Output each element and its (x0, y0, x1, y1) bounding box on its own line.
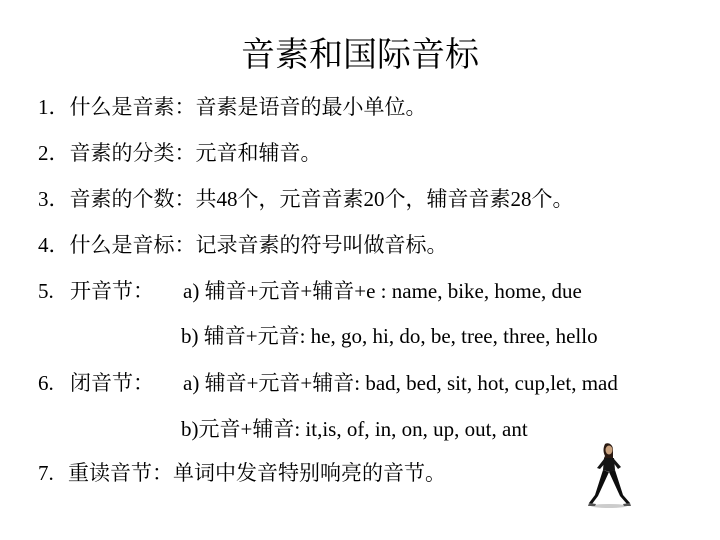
item-text: a) 辅音+元音+辅音+e : name, bike, home, due (183, 279, 582, 303)
item-text: 音素的个数：共48个，元音音素20个，辅音音素28个。 (69, 187, 574, 211)
item-label: 闭音节： (70, 371, 154, 395)
item-text: 什么是音标：记录音素的符号叫做音标。 (69, 233, 448, 257)
item-number: 3． (38, 187, 70, 211)
list-item (38, 459, 446, 487)
list-item-closed-syllable (38, 369, 618, 397)
item-label: 开音节： (70, 279, 154, 303)
list-item-open-syllable (38, 277, 582, 305)
slide-title: 音素和国际音标 (241, 37, 479, 74)
item-number: 5. (38, 279, 54, 303)
sub-item: b)元音+辅音: it,is, of, in, on, up, out, ant (181, 417, 528, 441)
item-text: 重读音节：单词中发音特别响亮的音节。 (68, 461, 446, 485)
item-text: 音素的分类：元音和辅音。 (69, 141, 322, 165)
item-text: 什么是音素：音素是语音的最小单位。 (69, 95, 427, 119)
item-text: a) 辅音+元音+辅音: bad, bed, sit, hot, cup,let, mad (183, 371, 618, 395)
list-item (38, 231, 448, 259)
sub-item: b) 辅音+元音: he, go, hi, do, be, tree, three, hello (181, 324, 598, 348)
item-number: 2． (38, 141, 70, 165)
dancer-figure-image (583, 440, 635, 508)
item-number: 1． (38, 95, 70, 119)
list-item (38, 139, 322, 167)
item-number: 6. (38, 371, 54, 395)
list-item (38, 185, 574, 213)
list-item (38, 93, 427, 121)
item-number: 7. (38, 461, 54, 485)
item-number: 4． (38, 233, 70, 257)
